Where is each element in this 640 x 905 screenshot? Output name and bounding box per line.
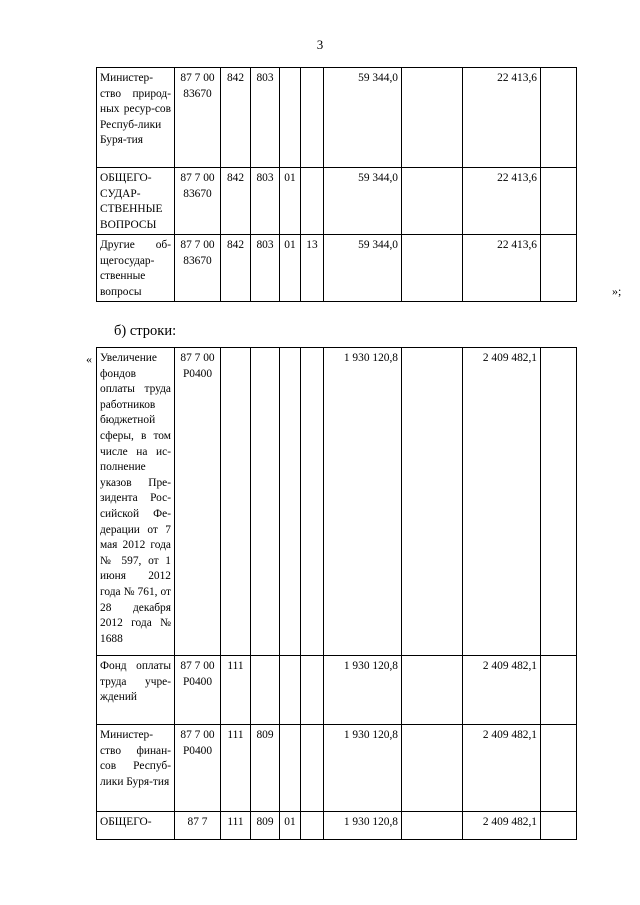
row-c1: 842 xyxy=(221,68,251,168)
row-c4: 13 xyxy=(301,235,324,302)
row-c1: 111 xyxy=(221,656,251,725)
row-code: 87 7 00 Р0400 xyxy=(175,725,221,812)
row-c4 xyxy=(301,168,324,235)
row-code: 87 7 00 83670 xyxy=(175,68,221,168)
row-v4 xyxy=(541,235,577,302)
row-v1: 1 930 120,8 xyxy=(324,348,402,656)
row-v3: 22 413,6 xyxy=(463,235,541,302)
row-v1: 1 930 120,8 xyxy=(324,656,402,725)
row-name: ОБЩЕГО-СУДАР-СТВЕННЫЕ ВОПРОСЫ xyxy=(97,168,175,235)
row-v1: 59 344,0 xyxy=(324,168,402,235)
row-v3: 2 409 482,1 xyxy=(463,725,541,812)
row-c4 xyxy=(301,68,324,168)
row-v2 xyxy=(402,168,463,235)
row-v3: 2 409 482,1 xyxy=(463,656,541,725)
row-c2: 803 xyxy=(251,68,280,168)
row-code: 87 7 00 83670 xyxy=(175,235,221,302)
row-c4 xyxy=(301,348,324,656)
row-code: 87 7 00 Р0400 xyxy=(175,348,221,656)
row-c1: 842 xyxy=(221,235,251,302)
table-row xyxy=(97,812,577,840)
row-v2 xyxy=(402,68,463,168)
table-row xyxy=(97,656,577,725)
row-v4 xyxy=(541,656,577,725)
page-number: 3 xyxy=(316,37,324,52)
row-name: Увеличение фондов оплаты труда работников бюджетной сферы, в том числе на ис-полнение указов Пре-зидента Рос-сийской Фе-дерации от 7 мая 2012 года № 597, от 1 июня 2012 года № 761, от 28 декабря 2012 года № 1688 xyxy=(97,348,175,656)
row-c2: 809 xyxy=(251,812,280,840)
row-v4 xyxy=(541,348,577,656)
row-c3: 01 xyxy=(280,812,301,840)
row-v4 xyxy=(541,68,577,168)
row-v3: 2 409 482,1 xyxy=(463,812,541,840)
row-c1 xyxy=(221,348,251,656)
row-c2 xyxy=(251,656,280,725)
row-c4 xyxy=(301,725,324,812)
row-v2 xyxy=(402,812,463,840)
budget-table-2 xyxy=(96,347,577,840)
row-c1: 111 xyxy=(221,812,251,840)
table-row xyxy=(97,168,577,235)
row-name: Фонд оплаты труда учре-ждений xyxy=(97,656,175,725)
row-c4 xyxy=(301,812,324,840)
row-v1: 59 344,0 xyxy=(324,235,402,302)
row-c3 xyxy=(280,725,301,812)
row-v1: 1 930 120,8 xyxy=(324,725,402,812)
row-c3 xyxy=(280,656,301,725)
row-c3 xyxy=(280,348,301,656)
row-c3: 01 xyxy=(280,235,301,302)
row-name: Министер-ство природ-ных ресур-сов Респуб-лики Буря-тия xyxy=(97,68,175,168)
row-v3: 2 409 482,1 xyxy=(463,348,541,656)
row-v2 xyxy=(402,656,463,725)
table-row xyxy=(97,68,577,168)
opening-quote: « xyxy=(86,352,92,366)
row-c2: 803 xyxy=(251,168,280,235)
row-v2 xyxy=(402,348,463,656)
row-c4 xyxy=(301,656,324,725)
row-c2: 809 xyxy=(251,725,280,812)
row-v3: 22 413,6 xyxy=(463,68,541,168)
row-v2 xyxy=(402,235,463,302)
table-row xyxy=(97,235,577,302)
closing-quote: »; xyxy=(612,284,622,298)
row-c3: 01 xyxy=(280,168,301,235)
row-v1: 59 344,0 xyxy=(324,68,402,168)
row-c2 xyxy=(251,348,280,656)
row-c1: 842 xyxy=(221,168,251,235)
row-v4 xyxy=(541,168,577,235)
row-name: ОБЩЕГО- xyxy=(97,812,175,840)
budget-table-1 xyxy=(96,67,577,302)
row-v3: 22 413,6 xyxy=(463,168,541,235)
row-code: 87 7 xyxy=(175,812,221,840)
row-name: Министер-ство финан-сов Респуб-лики Буря-тия xyxy=(97,725,175,812)
row-name: Другие об-щегосудар-ственные вопросы xyxy=(97,235,175,302)
row-c2: 803 xyxy=(251,235,280,302)
row-code: 87 7 00 83670 xyxy=(175,168,221,235)
row-v4 xyxy=(541,725,577,812)
row-v1: 1 930 120,8 xyxy=(324,812,402,840)
table-row xyxy=(97,348,577,656)
row-c1: 111 xyxy=(221,725,251,812)
row-code: 87 7 00 Р0400 xyxy=(175,656,221,725)
row-v2 xyxy=(402,725,463,812)
section-label: б) строки: xyxy=(114,323,177,339)
row-c3 xyxy=(280,68,301,168)
table-row xyxy=(97,725,577,812)
row-v4 xyxy=(541,812,577,840)
